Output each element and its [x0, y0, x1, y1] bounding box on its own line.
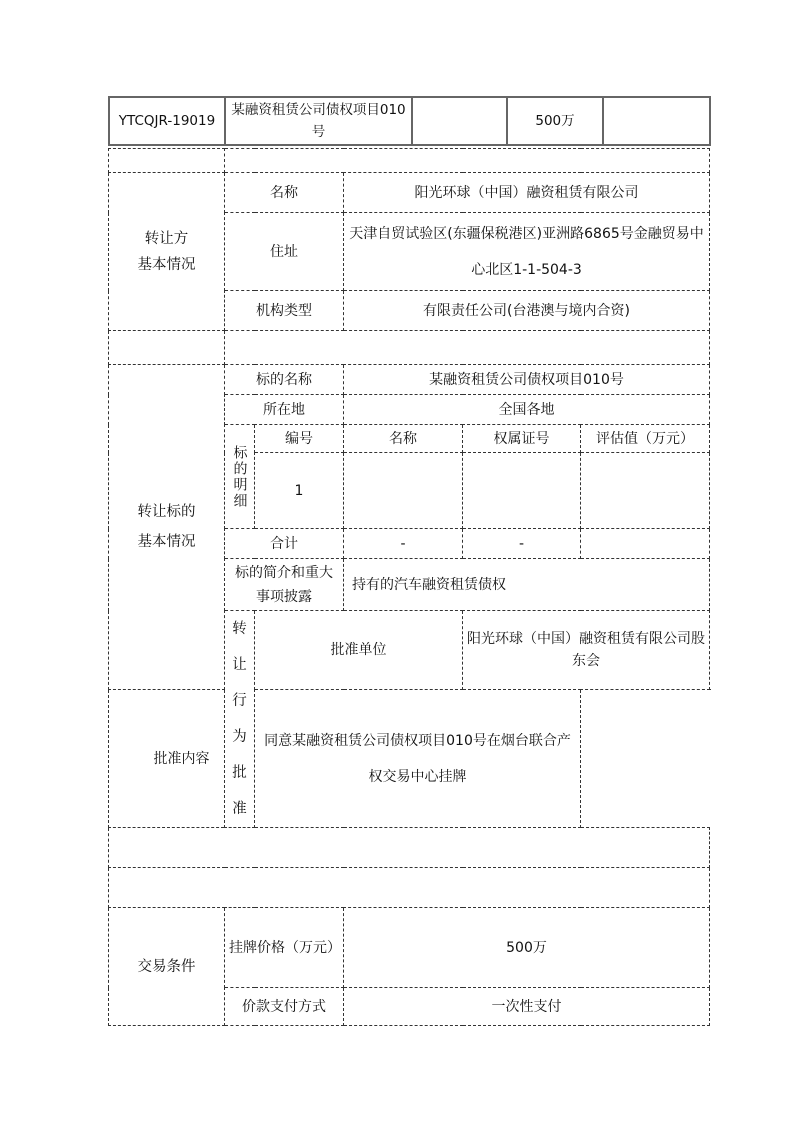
approval-section-label: 转让行为 批准 [225, 611, 255, 828]
transferor-name-row [109, 173, 710, 213]
trade-payment-value: 一次性支付 [344, 988, 710, 1026]
header-table [108, 96, 711, 146]
transferor-name-label: 名称 [225, 173, 344, 213]
transferor-type-value: 有限责任公司(台港澳与境内合资) [344, 291, 710, 331]
empty-cell [109, 828, 710, 868]
transferor-section-label: 转让方 基本情况 [109, 173, 225, 331]
trade-price-label: 挂牌价格（万元） [225, 908, 344, 988]
trade-price-value: 500万 [344, 908, 710, 988]
spacer-cell [109, 331, 225, 365]
empty-row-2 [109, 868, 710, 908]
target-detail-label: 标的明细 [225, 425, 255, 529]
detail-value [581, 453, 710, 529]
project-name: 某融资租赁公司债权项目010号 [225, 97, 412, 145]
detail-no: 1 [255, 453, 344, 529]
trade-section-label: 交易条件 [109, 908, 225, 1026]
approval-unit-label: 批准单位 [255, 611, 463, 690]
header-blank-2 [603, 97, 710, 145]
spacer-cell [109, 149, 225, 173]
header-blank-1 [412, 97, 507, 145]
total-cert: - [463, 529, 581, 559]
detail-name [344, 453, 463, 529]
header-row [109, 97, 710, 145]
target-name-value: 某融资租赁公司债权项目010号 [344, 365, 710, 395]
transferor-address-value: 天津自贸试验区(东疆保税港区)亚洲路6865号金融贸易中心北区1-1-504-3 [344, 213, 710, 291]
target-intro-value: 持有的汽车融资租赁债权 [344, 559, 710, 611]
target-name-label: 标的名称 [225, 365, 344, 395]
trade-payment-label: 价款支付方式 [225, 988, 344, 1026]
header-price: 500万 [507, 97, 603, 145]
target-location-label: 所在地 [225, 395, 344, 425]
col-header-cert: 权属证号 [463, 425, 581, 453]
transferor-address-label: 住址 [225, 213, 344, 291]
total-label: 合计 [225, 529, 344, 559]
target-intro-label: 标的简介和重大事项披露 [225, 559, 344, 611]
project-code: YTCQJR-19019 [109, 97, 225, 145]
spacer-cell [225, 331, 710, 365]
approval-content-row [109, 690, 710, 828]
col-header-value: 评估值（万元） [581, 425, 710, 453]
detail-cert [463, 453, 581, 529]
transferor-name-value: 阳光环球（中国）融资租赁有限公司 [344, 173, 710, 213]
target-location-value: 全国各地 [344, 395, 710, 425]
transferor-type-label: 机构类型 [225, 291, 344, 331]
spacer-row-2 [109, 331, 710, 365]
empty-row-1 [109, 828, 710, 868]
trade-price-row [109, 908, 710, 988]
target-name-row [109, 365, 710, 395]
col-header-no: 编号 [255, 425, 344, 453]
empty-cell [109, 868, 710, 908]
col-header-name: 名称 [344, 425, 463, 453]
target-section-label: 转让标的 基本情况 [109, 365, 225, 690]
info-table [108, 148, 710, 1026]
approval-content-label: 批准内容 [109, 690, 255, 828]
spacer-row-1 [109, 149, 710, 173]
approval-unit-value: 阳光环球（中国）融资租赁有限公司股东会 [463, 611, 710, 690]
approval-content-value: 同意某融资租赁公司债权项目010号在烟台联合产权交易中心挂牌 [255, 690, 581, 828]
spacer-cell [225, 149, 710, 173]
total-value [581, 529, 710, 559]
total-name: - [344, 529, 463, 559]
